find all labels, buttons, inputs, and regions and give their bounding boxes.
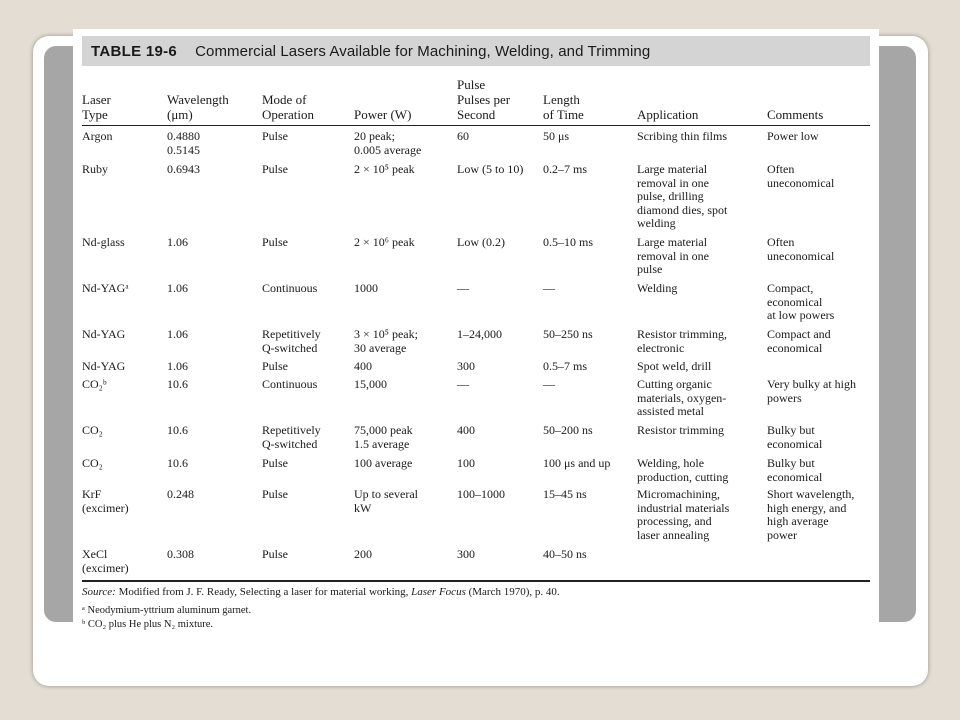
cell-length: 50 μs	[543, 129, 570, 143]
cell-wavelength: 0.248	[167, 487, 194, 501]
source-label: Source:	[82, 586, 116, 598]
cell-power: 200	[354, 547, 372, 561]
cell-application: Resistor trimming	[637, 423, 724, 437]
cell-power: 3 × 10⁵ peak; 30 average	[354, 327, 418, 355]
header-comments: Comments	[767, 107, 824, 122]
cell-mode: Continuous	[262, 281, 318, 295]
cell-comments: Bulky but economical	[767, 456, 823, 484]
cell-pulses: 100	[457, 456, 475, 470]
cell-wavelength: 10.6	[167, 423, 188, 437]
cell-pulses: 300	[457, 547, 475, 561]
cell-length: —	[543, 281, 555, 295]
cell-wavelength: 10.6	[167, 377, 188, 391]
cell-mode: Repetitively Q-switched	[262, 423, 321, 451]
cell-laser-type: Nd-YAG	[82, 327, 126, 341]
cell-wavelength: 0.4880 0.5145	[167, 129, 200, 157]
cell-laser-type: Argon	[82, 129, 113, 143]
cell-application: Scribing thin films	[637, 129, 727, 143]
cell-power: 75,000 peak 1.5 average	[354, 423, 413, 451]
cell-application: Welding	[637, 281, 678, 295]
footnote-a: ᵃ Neodymium-yttrium aluminum garnet.	[82, 605, 252, 616]
table-figure	[73, 29, 879, 635]
cell-laser-type: CO₂	[82, 423, 103, 437]
cell-mode: Pulse	[262, 162, 289, 176]
cell-laser-type: CO₂ᵇ	[82, 377, 107, 391]
cell-power: 20 peak; 0.005 average	[354, 129, 422, 157]
cell-mode: Pulse	[262, 235, 289, 249]
cell-length: 50–200 ns	[543, 423, 593, 437]
cell-length: 100 μs and up	[543, 456, 611, 470]
cell-application: Resistor trimming, electronic	[637, 327, 727, 355]
cell-mode: Pulse	[262, 359, 289, 373]
cell-pulses: 1–24,000	[457, 327, 502, 341]
cell-power: 1000	[354, 281, 378, 295]
cell-power: Up to several kW	[354, 487, 418, 515]
cell-wavelength: 1.06	[167, 359, 188, 373]
cell-length: 50–250 ns	[543, 327, 593, 341]
cell-comments: Short wavelength, high energy, and high average power	[767, 487, 855, 542]
cell-power: 15,000	[354, 377, 387, 391]
source-note	[82, 586, 560, 598]
cell-application: Welding, hole production, cutting	[637, 456, 729, 484]
source-text: Modified from J. F. Ready, Selecting a laser for material working,	[115, 586, 412, 598]
table-title-bar	[82, 36, 870, 66]
cell-pulses: 100–1000	[457, 487, 505, 501]
cell-mode: Repetitively Q-switched	[262, 327, 321, 355]
header-wavelength: Wavelength (μm)	[167, 92, 229, 122]
cell-length: 0.5–10 ms	[543, 235, 594, 249]
cell-comments: Often uneconomical	[767, 235, 835, 263]
cell-comments: Power low	[767, 129, 819, 143]
cell-laser-type: CO₂	[82, 456, 103, 470]
bottom-rule	[82, 580, 870, 582]
cell-power: 2 × 10⁶ peak	[354, 235, 415, 249]
cell-application: Spot weld, drill	[637, 359, 712, 373]
cell-length: 0.2–7 ms	[543, 162, 588, 176]
cell-laser-type: Nd-YAGᵃ	[82, 281, 129, 295]
cell-comments: Bulky but economical	[767, 423, 823, 451]
header-mode: Mode of Operation	[262, 92, 314, 122]
cell-length: 15–45 ns	[543, 487, 587, 501]
cell-mode: Pulse	[262, 129, 289, 143]
cell-wavelength: 1.06	[167, 281, 188, 295]
cell-power: 400	[354, 359, 372, 373]
header-power: Power (W)	[354, 107, 412, 122]
cell-length: —	[543, 377, 555, 391]
cell-laser-type: KrF (excimer)	[82, 487, 129, 515]
cell-application: Micromachining, industrial materials processing, and laser annealing	[637, 487, 730, 542]
cell-comments: Compact, economical at low powers	[767, 281, 835, 322]
header-application: Application	[637, 107, 699, 122]
cell-application: Large material removal in one pulse, drilling diamond dies, spot welding	[637, 162, 728, 230]
cell-laser-type: Ruby	[82, 162, 109, 176]
cell-wavelength: 1.06	[167, 327, 188, 341]
cell-wavelength: 1.06	[167, 235, 188, 249]
header-rule	[82, 125, 870, 126]
header-pulses: Pulse Pulses per Second	[457, 77, 511, 122]
cell-wavelength: 0.6943	[167, 162, 200, 176]
cell-mode: Continuous	[262, 377, 318, 391]
source-tail: (March 1970), p. 40.	[465, 586, 560, 598]
cell-application: Cutting organic materials, oxygen- assisted metal	[637, 377, 727, 418]
cell-mode: Pulse	[262, 547, 289, 561]
cell-comments: Often uneconomical	[767, 162, 835, 190]
cell-length: 0.5–7 ms	[543, 359, 588, 373]
cell-power: 2 × 10⁵ peak	[354, 162, 415, 176]
cell-comments: Very bulky at high powers	[767, 377, 856, 405]
cell-laser-type: Nd-glass	[82, 235, 125, 249]
cell-wavelength: 0.308	[167, 547, 194, 561]
cell-pulses: 60	[457, 129, 469, 143]
cell-pulses: Low (0.2)	[457, 235, 505, 249]
cell-laser-type: Nd-YAG	[82, 359, 126, 373]
cell-mode: Pulse	[262, 487, 289, 501]
cell-mode: Pulse	[262, 456, 289, 470]
cell-pulses: —	[457, 377, 469, 391]
cell-wavelength: 10.6	[167, 456, 188, 470]
table-title: Commercial Lasers Available for Machining, Welding, and Trimming	[195, 42, 651, 60]
cell-comments: Compact and economical	[767, 327, 831, 355]
cell-pulses: —	[457, 281, 469, 295]
footnote-b: ᵇ CO₂ plus He plus N₂ mixture.	[82, 619, 214, 630]
cell-pulses: 300	[457, 359, 475, 373]
header-laser-type: Laser Type	[82, 92, 111, 122]
cell-application: Large material removal in one pulse	[637, 235, 709, 276]
header-length: Length of Time	[543, 92, 584, 122]
cell-length: 40–50 ns	[543, 547, 587, 561]
source-italic: Laser Focus	[411, 586, 466, 598]
cell-pulses: 400	[457, 423, 475, 437]
table-number: TABLE 19-6	[91, 42, 178, 60]
cell-pulses: Low (5 to 10)	[457, 162, 524, 176]
cell-power: 100 average	[354, 456, 413, 470]
cell-laser-type: XeCl (excimer)	[82, 547, 129, 575]
